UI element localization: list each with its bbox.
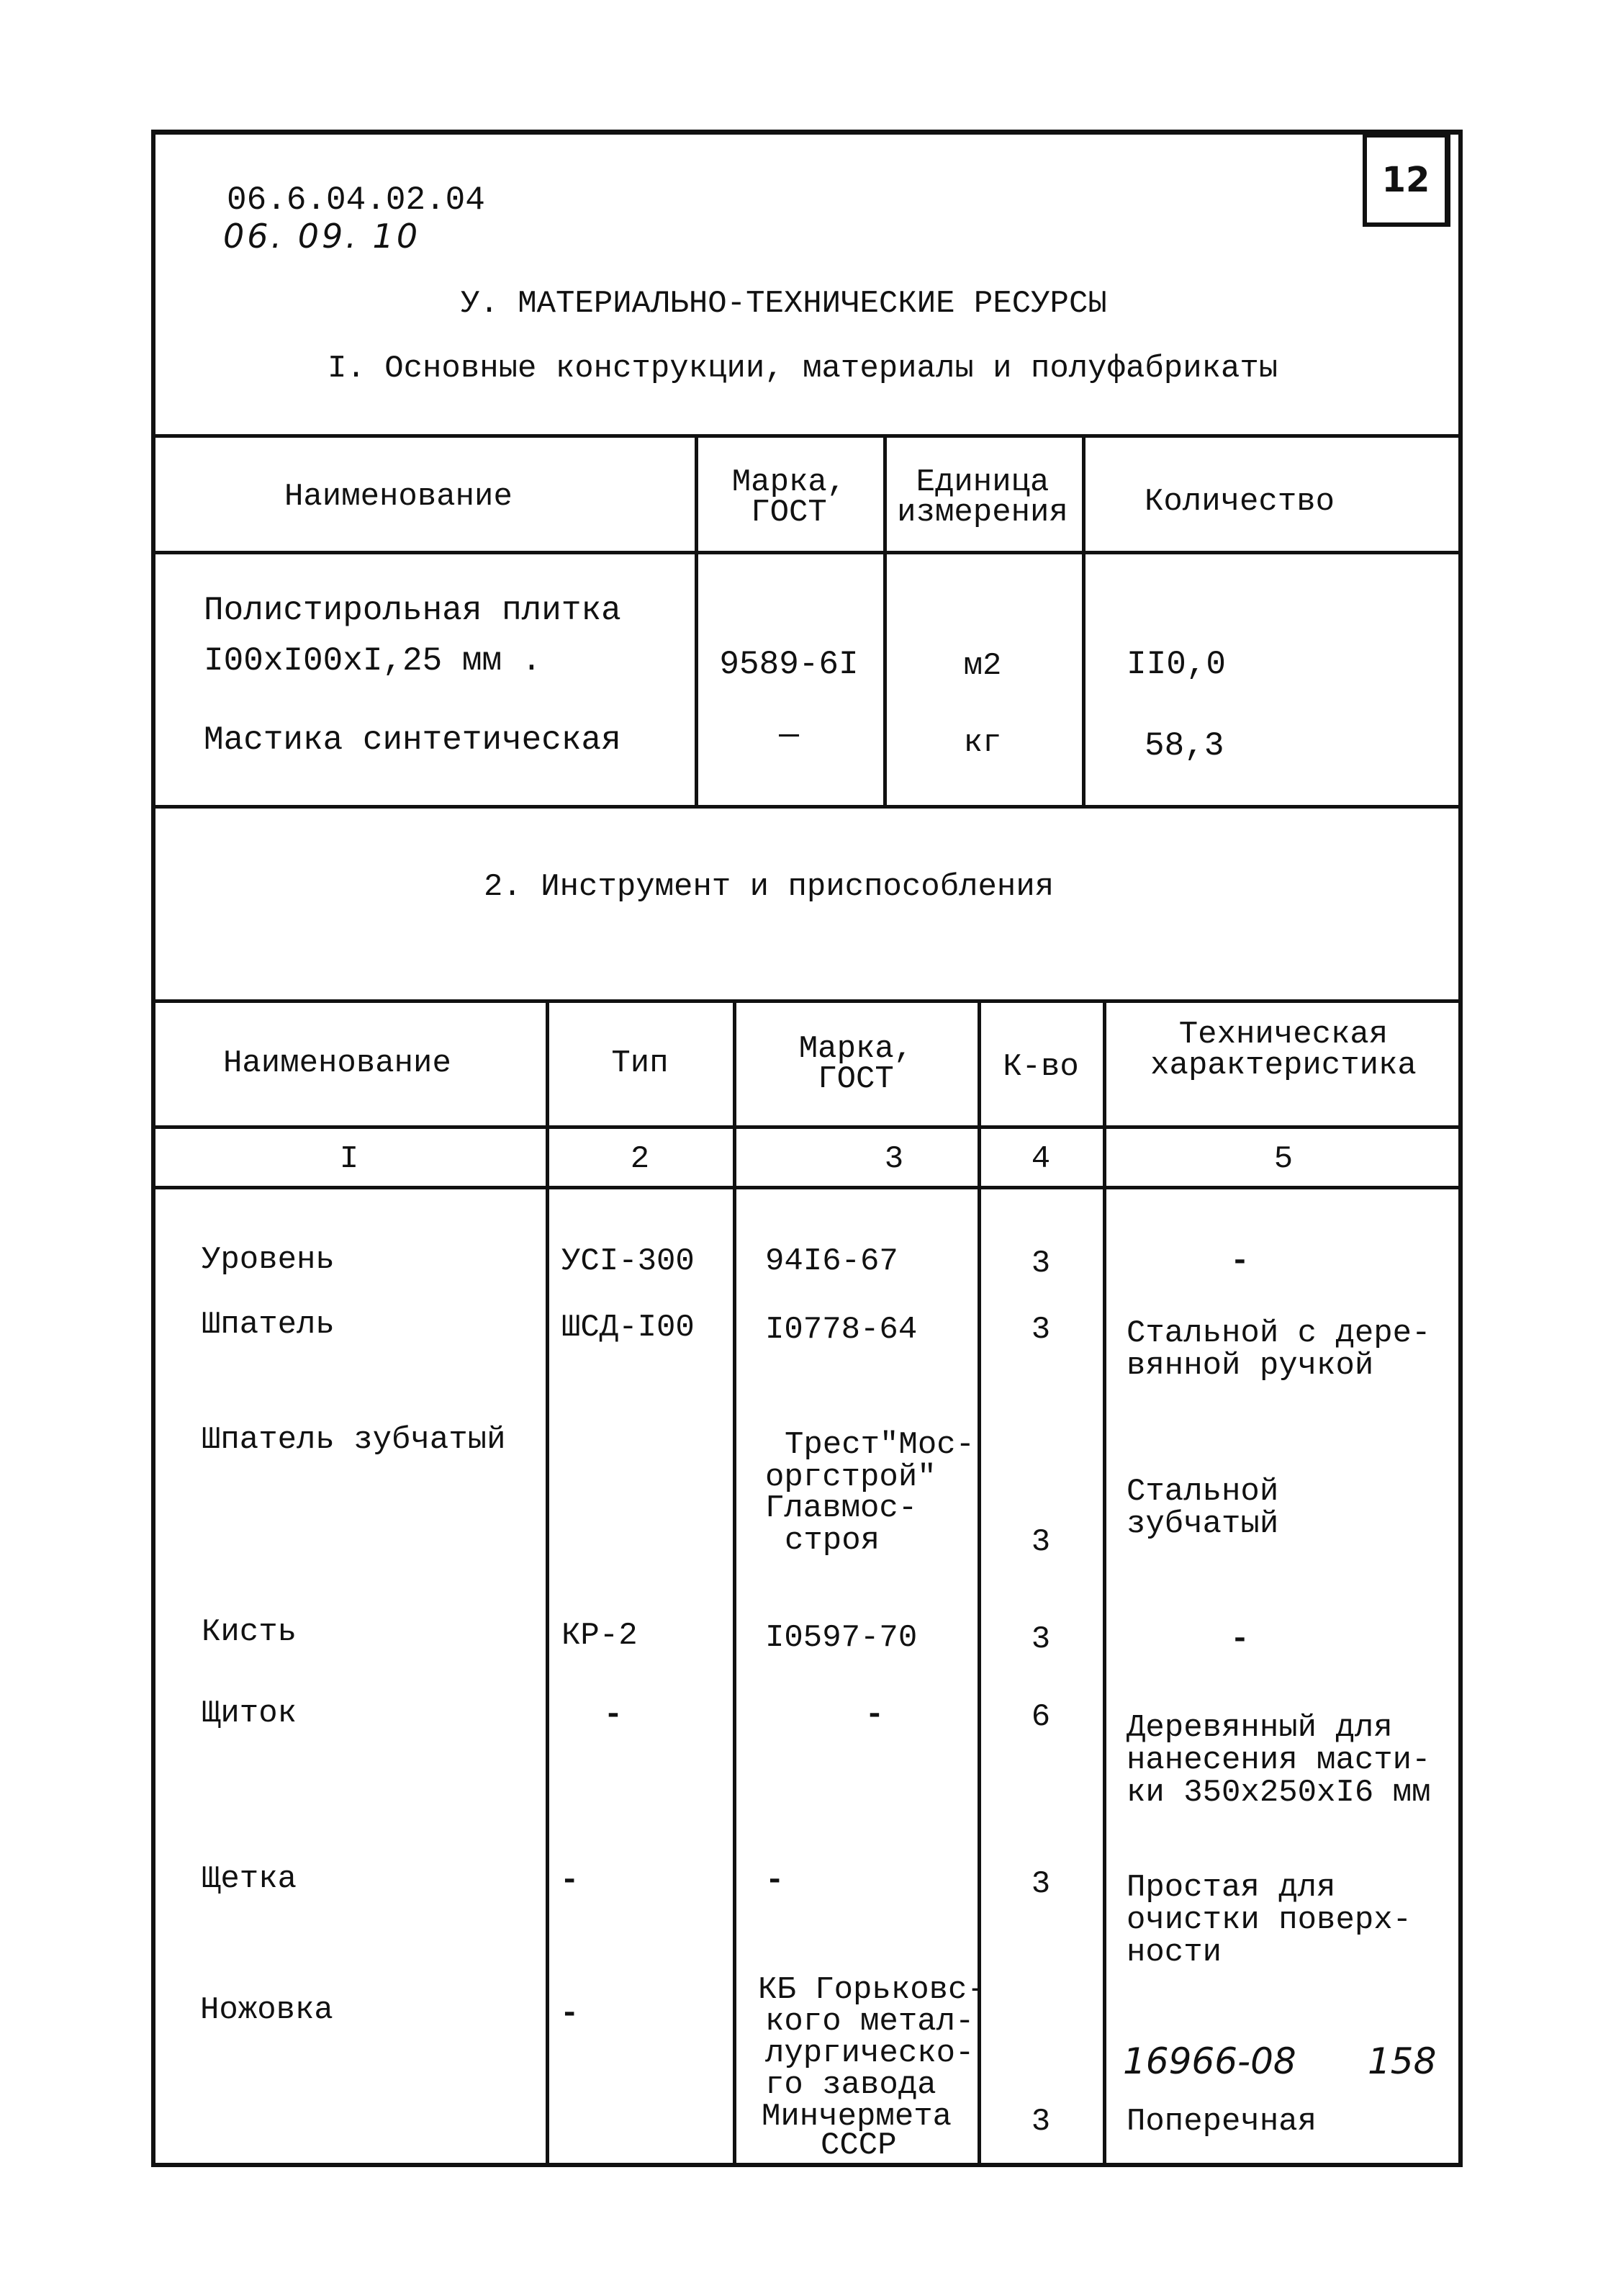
tool-row-6-qty: 3 [1031,1866,1051,1902]
tool-row-6-brand: - [765,1863,785,1899]
materials-header-name: Наименование [284,479,513,515]
tool-row-4-qty: 3 [1031,1621,1051,1657]
materials-header-brand-line2: ГОСТ [751,495,827,531]
tool-row-3-brand-line4: строя [785,1523,880,1559]
tools-header-brand-line2: ГОСТ [818,1061,894,1097]
tool-row-7-brand-line3: лургическо- [765,2035,975,2071]
tool-row-7-qty: 3 [1031,2104,1051,2140]
tool-row-6-type: - [560,1863,579,1899]
tool-row-6-name: Щетка [202,1861,297,1897]
tool-row-7-brand-line2: кого метал- [765,2004,975,2040]
tools-header-divider [151,1125,1463,1129]
tool-row-7-brand-line6: СССР [821,2128,897,2164]
tool-row-3-brand-line1: Трест"Мос- [785,1427,975,1463]
tools-colnum-3: 3 [884,1141,904,1177]
tool-row-6-spec-line3: ности [1127,1935,1222,1971]
tools-header-spec-line2: характеристика [1150,1048,1417,1084]
tool-row-7-brand-line1: КБ Горьковс- [758,1972,986,2008]
material-row-1-brand: 9589-6I [719,646,859,683]
material-row-1-name-line1: Полистирольная плитка [204,592,621,629]
tool-row-5-brand: - [865,1697,885,1733]
tool-row-4-spec: - [1230,1621,1250,1657]
tool-row-6-spec-line2: очистки поверх- [1127,1902,1412,1938]
material-row-2-name: Мастика синтетическая [204,721,621,759]
tool-row-3-brand-line3: Главмос- [765,1490,918,1526]
tool-row-2-spec-line1: Стальной с дере- [1127,1315,1431,1351]
tool-row-1-name: Уровень [202,1242,335,1278]
tool-row-3-name: Шпатель зубчатый [202,1422,506,1458]
page-number: 12 [1381,160,1430,200]
tool-row-7-brand-line5: Минчермета [762,2099,952,2135]
tool-row-5-spec-line2: нанесения масти- [1127,1742,1431,1778]
page-number-box [1363,133,1450,227]
subsection-2-title: 2. Инструмент и приспособления [484,869,1055,905]
tool-row-4-name: Кисть [202,1614,297,1650]
materials-header-quantity: Количество [1145,484,1335,520]
tools-colnum-5: 5 [1273,1141,1294,1177]
handwritten-num: 158 [1368,2040,1437,2082]
materials-header-unit-line2: измерения [897,495,1068,531]
tool-row-7-type: - [560,1996,579,2032]
material-row-2-unit: кг [963,725,1002,761]
tools-colnum-2: 2 [630,1141,650,1177]
tool-row-1-spec: - [1230,1243,1250,1279]
tool-row-2-spec-line2: вянной ручкой [1127,1348,1374,1384]
tool-row-3-spec-line2: зубчатый [1127,1506,1279,1542]
tools-header-qty: К-во [1003,1049,1079,1085]
tools-header-type: Тип [611,1045,669,1081]
materials-table-top-border [151,434,1463,438]
doc-code: 06.6.04.02.04 [227,181,485,219]
tool-row-5-type: - [603,1697,623,1733]
tools-header-brand-line1: Марка, [798,1031,913,1067]
tools-colnum-divider [151,1186,1463,1189]
material-row-1-quantity: II0,0 [1127,646,1227,683]
materials-col-divider-3 [1082,436,1085,806]
tool-row-7-name: Ножовка [200,1992,333,2028]
tool-row-3-brand-line2: оргстрой" [765,1459,936,1495]
material-row-1-unit: м2 [963,648,1002,684]
materials-header-brand-line1: Марка, [731,464,847,500]
tool-row-7-brand-line4: го завода [765,2067,936,2103]
tools-table-top-border [151,999,1463,1003]
tool-row-5-spec-line3: ки 350x250xI6 мм [1127,1775,1431,1811]
tool-row-4-type: КР-2 [561,1618,638,1654]
tool-row-5-name: Щиток [202,1696,297,1732]
materials-header-unit-line1: Единица [916,464,1050,500]
tools-col-divider-2 [733,1001,736,2164]
material-row-1-name-line2: I00xI00xI,25 мм . [204,642,542,680]
tool-row-2-qty: 3 [1031,1312,1051,1348]
handwritten-code: 06. 09. 10 [223,217,421,256]
tools-header-name: Наименование [223,1045,451,1081]
material-row-2-quantity: 58,3 [1145,727,1224,765]
tools-col-divider-1 [546,1001,549,2164]
tools-header-spec-line1: Техническая [1178,1017,1389,1053]
subsection-1-title: I. Основные конструкции, материалы и полуфабрикаты [328,351,1278,387]
tool-row-7-spec: Поперечная [1127,2104,1317,2140]
tool-row-4-brand: I0597-70 [765,1620,918,1656]
materials-header-divider [151,551,1463,554]
tool-row-1-brand: 94I6-67 [765,1243,898,1279]
tools-col-divider-4 [1103,1001,1106,2164]
tool-row-2-brand: I0778-64 [765,1312,918,1348]
tool-row-2-name: Шпатель [202,1307,335,1343]
material-row-2-brand: — [779,716,799,754]
tools-colnum-4: 4 [1031,1141,1051,1177]
tool-row-5-spec-line1: Деревянный для [1127,1710,1393,1746]
tool-row-2-type: ШСД-I00 [561,1310,695,1346]
tools-colnum-1: I [339,1141,359,1177]
handwritten-ref: 16966-08 [1123,2040,1296,2082]
tool-row-3-spec-line1: Стальной [1127,1474,1279,1510]
tool-row-1-qty: 3 [1031,1246,1051,1282]
tool-row-3-qty: 3 [1031,1524,1051,1560]
tool-row-1-type: УСI-300 [561,1243,695,1279]
tool-row-5-qty: 6 [1031,1699,1051,1735]
materials-table-bottom-border [151,805,1463,809]
section-title: У. МАТЕРИАЛЬНО-ТЕХНИЧЕСКИЕ РЕСУРСЫ [461,286,1107,322]
tool-row-6-spec-line1: Простая для [1127,1870,1336,1906]
